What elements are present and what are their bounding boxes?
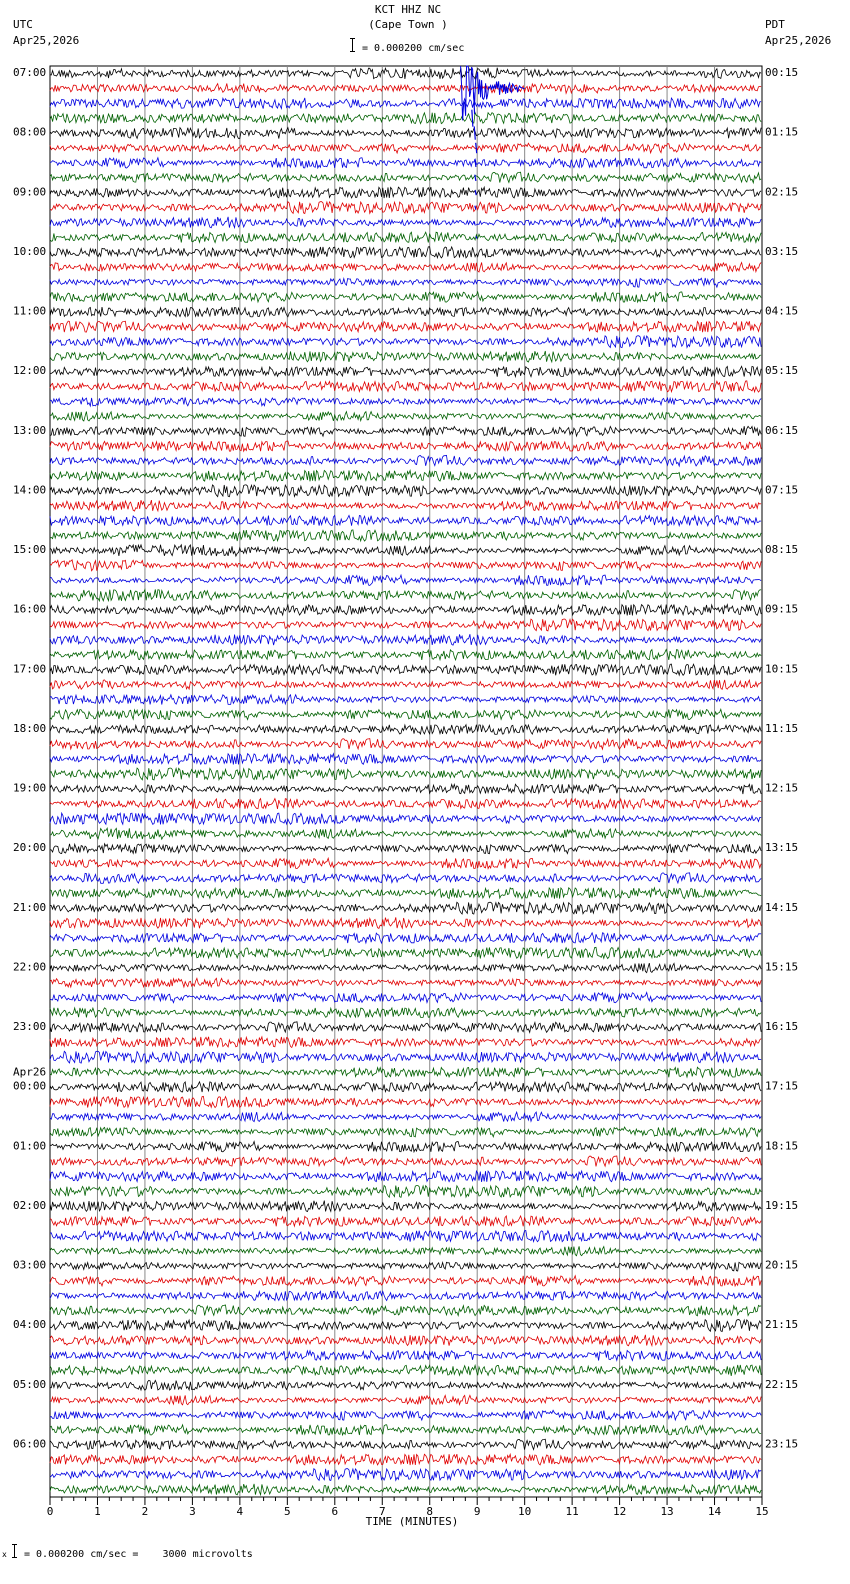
- seismic-trace: [50, 1156, 761, 1166]
- hour-label-right: 09:15: [765, 602, 799, 616]
- seismic-trace: [50, 634, 761, 645]
- hour-label-right: 11:15: [765, 721, 799, 735]
- hour-label-right: 17:15: [765, 1079, 799, 1093]
- seismic-trace: [50, 426, 761, 436]
- hour-label-right: 08:15: [765, 543, 799, 556]
- hour-label-right: 21:15: [765, 1318, 799, 1332]
- seismic-trace: [50, 485, 761, 497]
- x-axis-label: TIME (MINUTES): [365, 1515, 459, 1528]
- seismic-trace: [50, 1096, 761, 1107]
- hour-label-left: 16:00: [13, 602, 47, 616]
- hour-label-right: 12:15: [765, 781, 799, 795]
- hour-label-left: 20:00: [13, 841, 47, 855]
- seismic-trace: [50, 321, 761, 332]
- seismic-trace: [50, 1082, 761, 1092]
- seismic-trace: [50, 993, 761, 1003]
- x-tick-label: 6: [331, 1505, 339, 1518]
- x-tick-label: 15: [755, 1505, 769, 1518]
- seismic-trace: [50, 768, 761, 780]
- x-tick-label: 0: [46, 1505, 54, 1518]
- x-tick-label: 1: [94, 1505, 101, 1518]
- seismic-trace: [50, 217, 761, 228]
- station-location: (Cape Town ): [368, 18, 448, 31]
- seismic-trace: [50, 1484, 761, 1495]
- seismic-trace: [50, 381, 761, 392]
- hour-label-left: 15:00: [13, 543, 47, 556]
- seismic-trace: [50, 650, 761, 660]
- x-tick-label: 8: [426, 1505, 434, 1518]
- hour-label-right: 10:15: [765, 662, 799, 676]
- right-timezone: PDT: [765, 18, 785, 31]
- seismic-trace: [50, 128, 761, 139]
- seismic-trace: [50, 412, 761, 422]
- seismic-trace: [50, 1262, 761, 1271]
- seismic-trace: [50, 947, 761, 958]
- hour-label-left: 03:00: [13, 1258, 47, 1272]
- hour-label-right: 07:15: [765, 483, 799, 497]
- hour-label-right: 18:15: [765, 1139, 799, 1153]
- date-change-label: Apr26: [13, 1065, 47, 1079]
- seismic-trace: [50, 232, 761, 242]
- seismic-trace: [50, 709, 761, 719]
- seismic-trace: [50, 187, 761, 198]
- hour-label-right: 13:15: [765, 841, 799, 855]
- seismic-trace: [50, 84, 761, 94]
- hour-label-right: 06:15: [765, 423, 799, 437]
- hour-label-left: 09:00: [13, 185, 47, 199]
- x-tick-label: 2: [141, 1505, 149, 1518]
- hour-label-right: 15:15: [765, 960, 799, 974]
- seismic-trace: [50, 1216, 761, 1226]
- seismic-trace: [50, 1380, 761, 1390]
- seismic-trace: [50, 1439, 761, 1449]
- seismic-trace: [50, 1395, 761, 1405]
- event-tail: [474, 92, 475, 114]
- right-date: Apr25,2026: [765, 34, 832, 47]
- event-tail: [474, 221, 475, 224]
- plot-frame: [50, 66, 762, 1497]
- seismic-trace: [50, 680, 761, 690]
- hour-label-left: 02:00: [13, 1198, 47, 1212]
- hour-label-left: 13:00: [13, 423, 47, 437]
- x-tick-label: 10: [518, 1505, 532, 1518]
- seismic-trace: [50, 1142, 761, 1152]
- seismic-trace: [50, 1246, 761, 1256]
- x-tick-label: 11: [565, 1505, 579, 1518]
- seismic-trace: [50, 263, 761, 273]
- hour-label-left: 05:00: [13, 1377, 47, 1391]
- seismic-trace: [50, 1112, 761, 1122]
- event-tail: [474, 126, 475, 139]
- seismic-trace: [50, 1067, 761, 1077]
- hour-label-right: 04:15: [765, 304, 799, 318]
- seismic-trace: [50, 619, 761, 631]
- hour-label-left: 10:00: [13, 244, 47, 258]
- event-tail: [475, 206, 476, 210]
- seismic-trace: [50, 143, 761, 153]
- footer-scale-bar-icon: [14, 1544, 15, 1558]
- left-date: Apr25,2026: [13, 34, 80, 47]
- seismic-trace: [50, 1454, 761, 1465]
- seismic-trace: [50, 664, 761, 675]
- seismic-trace: [50, 278, 761, 287]
- x-tick-label: 9: [473, 1505, 481, 1518]
- seismic-trace: [50, 68, 761, 79]
- seismic-trace: [50, 530, 761, 541]
- hour-label-left: 12:00: [13, 364, 47, 378]
- seismic-trace: [50, 1186, 761, 1198]
- x-tick-label: 14: [707, 1505, 722, 1518]
- seismic-trace: [50, 1022, 761, 1033]
- hour-label-right: 23:15: [765, 1437, 799, 1451]
- seismic-trace: [50, 1320, 761, 1332]
- hour-label-left: 19:00: [13, 781, 47, 795]
- seismic-trace: [50, 545, 761, 556]
- hour-label-right: 22:15: [765, 1377, 799, 1391]
- station-title: KCT HHZ NC: [374, 3, 442, 16]
- seismic-trace: [50, 1201, 761, 1212]
- event-burst: [461, 66, 525, 120]
- seismic-trace: [50, 560, 761, 571]
- seismic-trace: [50, 605, 761, 616]
- seismic-trace: [50, 799, 761, 809]
- hour-label-left: 11:00: [13, 304, 47, 318]
- seismic-trace: [50, 1425, 761, 1435]
- seismic-trace: [50, 963, 761, 973]
- hour-label-left: 04:00: [13, 1318, 47, 1332]
- seismic-trace: [50, 397, 761, 406]
- seismic-trace: [50, 366, 761, 376]
- seismic-trace: [50, 828, 761, 839]
- seismic-trace: [50, 754, 761, 765]
- seismic-trace: [50, 902, 761, 914]
- seismic-trace: [50, 1410, 761, 1420]
- seismic-trace: [50, 844, 761, 854]
- hour-label-right: 20:15: [765, 1258, 799, 1272]
- seismic-trace: [50, 933, 761, 943]
- seismic-trace: [50, 575, 761, 585]
- seismic-trace: [50, 336, 761, 348]
- seismic-trace: [50, 1127, 761, 1137]
- hour-label-right: 00:15: [765, 66, 799, 79]
- seismic-trace: [50, 351, 761, 362]
- seismic-trace: [50, 1171, 761, 1182]
- seismic-trace: [50, 1335, 761, 1346]
- seismic-trace: [50, 978, 761, 987]
- hour-label-left: 08:00: [13, 125, 47, 139]
- seismic-trace: [50, 202, 761, 214]
- x-tick-label: 13: [660, 1505, 674, 1518]
- scale-text: = 0.000200 cm/sec: [362, 43, 465, 54]
- hour-label-right: 19:15: [765, 1198, 799, 1212]
- seismic-trace: [50, 1231, 761, 1242]
- hour-label-right: 05:15: [765, 364, 799, 378]
- seismic-trace: [50, 307, 761, 317]
- hour-label-right: 16:15: [765, 1020, 799, 1033]
- event-tail: [472, 110, 473, 127]
- seismic-trace: [50, 158, 761, 168]
- footer-corner-mark: x: [2, 1550, 7, 1559]
- hour-label-right: 03:15: [765, 244, 799, 258]
- left-timezone: UTC: [13, 18, 33, 31]
- seismic-trace: [50, 858, 761, 868]
- seismic-trace: [50, 813, 761, 824]
- seismic-trace: [50, 500, 761, 511]
- seismic-trace: [50, 695, 761, 705]
- hour-label-left: 01:00: [13, 1139, 47, 1153]
- seismic-trace: [50, 1008, 761, 1018]
- seismic-trace: [50, 247, 761, 258]
- x-tick-label: 3: [189, 1505, 196, 1518]
- seismic-trace: [50, 470, 761, 481]
- seismic-trace: [50, 292, 761, 302]
- hour-label-left: 07:00: [13, 66, 47, 79]
- seismic-trace: [50, 1276, 761, 1286]
- seismic-trace: [50, 113, 761, 124]
- hour-label-left: 21:00: [13, 900, 47, 914]
- seismic-trace: [50, 589, 761, 601]
- seismic-trace: [50, 1051, 761, 1063]
- seismic-trace: [50, 739, 761, 750]
- hour-label-left: 14:00: [13, 483, 47, 497]
- seismic-trace: [50, 917, 761, 928]
- seismic-trace: [50, 1305, 761, 1316]
- hour-label-left: 17:00: [13, 662, 47, 676]
- seismic-trace: [50, 1291, 761, 1301]
- hour-label-left: 18:00: [13, 721, 47, 735]
- seismic-trace: [50, 515, 761, 525]
- hour-label-right: 02:15: [765, 185, 799, 199]
- hour-label-right: 01:15: [765, 125, 799, 139]
- seismic-trace: [50, 725, 761, 735]
- x-tick-label: 5: [284, 1505, 291, 1518]
- event-tail: [475, 190, 476, 195]
- seismic-trace: [50, 1351, 761, 1361]
- seismic-trace: [50, 873, 761, 884]
- event-tail: [475, 159, 476, 167]
- seismic-trace: [50, 1469, 761, 1481]
- hour-label-left: 00:00: [13, 1079, 47, 1093]
- seismic-trace: [50, 98, 761, 109]
- seismic-trace: [50, 888, 761, 899]
- hour-label-right: 14:15: [765, 900, 799, 914]
- x-tick-label: 7: [378, 1505, 386, 1518]
- hour-label-left: 06:00: [13, 1437, 47, 1451]
- footer-scale-note: = 0.000200 cm/sec = 3000 microvolts: [24, 1549, 253, 1560]
- seismic-trace: [50, 455, 761, 466]
- seismic-trace: [50, 1365, 761, 1376]
- seismic-trace: [50, 784, 761, 794]
- hour-label-left: 23:00: [13, 1020, 47, 1033]
- x-tick-label: 4: [236, 1505, 244, 1518]
- x-tick-label: 12: [612, 1505, 627, 1518]
- seismic-trace: [50, 172, 761, 183]
- event-tail: [476, 143, 477, 153]
- seismic-trace: [50, 1037, 761, 1048]
- hour-label-left: 22:00: [13, 960, 47, 974]
- seismic-trace: [50, 441, 761, 451]
